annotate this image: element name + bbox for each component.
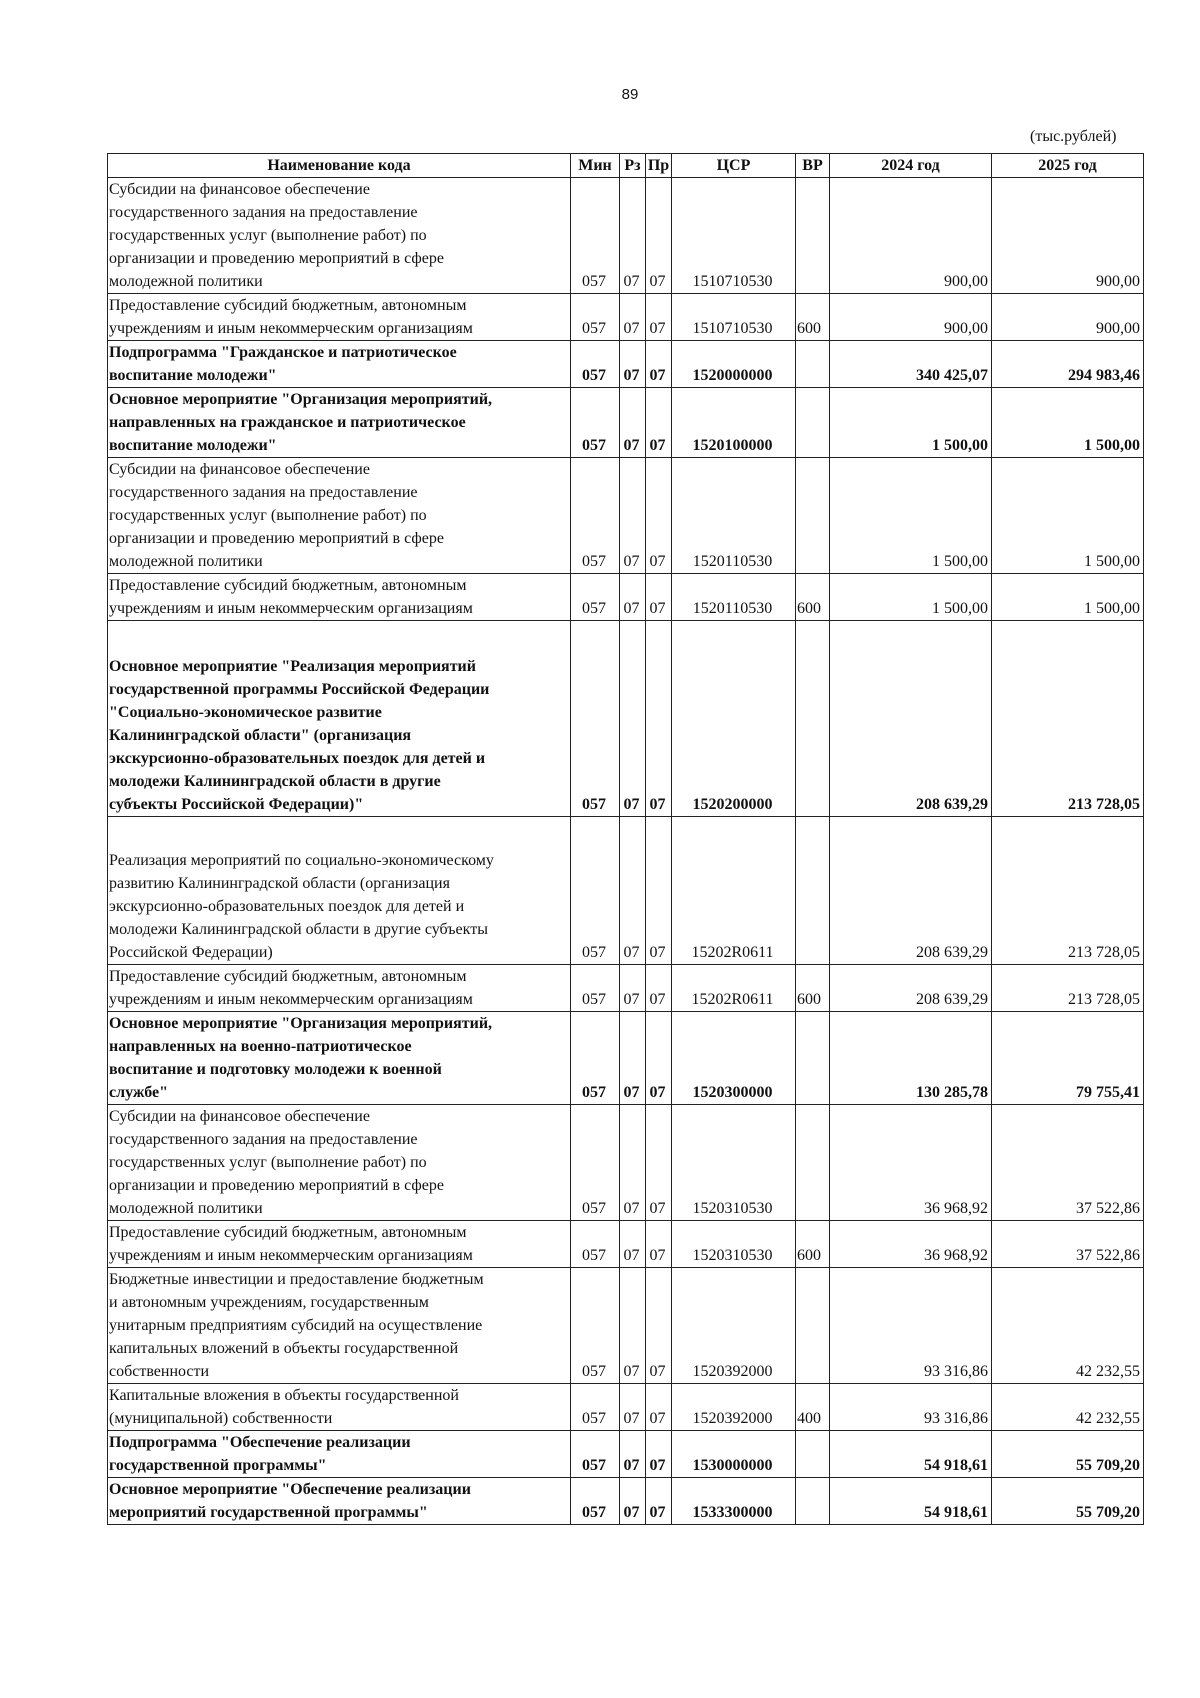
cell-2025: 42 232,55 [992, 1268, 1144, 1384]
cell-2025: 79 755,41 [992, 1012, 1144, 1105]
cell-min: 057 [571, 817, 620, 965]
table-row [108, 965, 1144, 1012]
cell-pr: 07 [646, 1431, 672, 1478]
table-header-row [108, 154, 1144, 178]
cell-2025: 213 728,05 [992, 965, 1144, 1012]
cell-vr: 400 [796, 1384, 830, 1431]
cell-rz: 07 [620, 294, 646, 341]
table-row [108, 294, 1144, 341]
cell-name: Предоставление субсидий бюджетным, автономным учреждениям и иным некоммерческим организациям [108, 965, 571, 1012]
budget-table [107, 153, 1144, 1525]
cell-2025: 900,00 [992, 178, 1144, 294]
cell-pr: 07 [646, 1221, 672, 1268]
cell-vr [796, 388, 830, 458]
cell-csr: 1520100000 [672, 388, 796, 458]
cell-2025: 37 522,86 [992, 1105, 1144, 1221]
cell-vr [796, 1478, 830, 1525]
cell-rz: 07 [620, 817, 646, 965]
header-2024: 2024 год [830, 154, 992, 178]
cell-csr: 1533300000 [672, 1478, 796, 1525]
cell-name: Предоставление субсидий бюджетным, автономным учреждениям и иным некоммерческим организациям [108, 294, 571, 341]
cell-vr: 600 [796, 574, 830, 621]
cell-min: 057 [571, 458, 620, 574]
cell-pr: 07 [646, 178, 672, 294]
page-number: 89 [621, 86, 639, 103]
cell-2024: 1 500,00 [830, 458, 992, 574]
table-row [108, 341, 1144, 388]
cell-2024: 93 316,86 [830, 1268, 992, 1384]
cell-pr: 07 [646, 341, 672, 388]
table-row [108, 458, 1144, 574]
cell-2025: 1 500,00 [992, 458, 1144, 574]
cell-csr: 1520392000 [672, 1384, 796, 1431]
cell-2025: 1 500,00 [992, 388, 1144, 458]
cell-pr: 07 [646, 1268, 672, 1384]
cell-rz: 07 [620, 1478, 646, 1525]
cell-2024: 36 968,92 [830, 1105, 992, 1221]
cell-rz: 07 [620, 1221, 646, 1268]
cell-min: 057 [571, 965, 620, 1012]
cell-2024: 54 918,61 [830, 1478, 992, 1525]
cell-name: Основное мероприятие "Организация мероприятий, направленных на гражданское и патриотическое воспитание молодежи" [108, 388, 571, 458]
header-rz: Рз [620, 154, 646, 178]
cell-2025: 55 709,20 [992, 1478, 1144, 1525]
cell-min: 057 [571, 1384, 620, 1431]
cell-pr: 07 [646, 574, 672, 621]
cell-2024: 900,00 [830, 178, 992, 294]
cell-vr [796, 1268, 830, 1384]
cell-rz: 07 [620, 621, 646, 817]
cell-vr: 600 [796, 294, 830, 341]
cell-2024: 36 968,92 [830, 1221, 992, 1268]
cell-min: 057 [571, 341, 620, 388]
cell-pr: 07 [646, 1478, 672, 1525]
cell-vr [796, 1012, 830, 1105]
cell-pr: 07 [646, 621, 672, 817]
cell-pr: 07 [646, 458, 672, 574]
cell-vr [796, 817, 830, 965]
cell-rz: 07 [620, 1268, 646, 1384]
cell-name: Подпрограмма "Обеспечение реализации государственной программы" [108, 1431, 571, 1478]
header-csr: ЦСР [672, 154, 796, 178]
cell-pr: 07 [646, 294, 672, 341]
cell-2025: 1 500,00 [992, 574, 1144, 621]
cell-min: 057 [571, 621, 620, 817]
cell-rz: 07 [620, 388, 646, 458]
cell-csr: 1520310530 [672, 1105, 796, 1221]
table-row [108, 574, 1144, 621]
cell-2024: 54 918,61 [830, 1431, 992, 1478]
cell-min: 057 [571, 388, 620, 458]
cell-min: 057 [571, 1221, 620, 1268]
cell-csr: 1530000000 [672, 1431, 796, 1478]
cell-csr: 1520300000 [672, 1012, 796, 1105]
cell-name: Субсидии на финансовое обеспечение государственного задания на предоставление государственных услуг (выполнение работ) по организации и проведению мероприятий в сфере молодежной политики [108, 1105, 571, 1221]
header-pr: Пр [646, 154, 672, 178]
cell-vr [796, 341, 830, 388]
cell-rz: 07 [620, 574, 646, 621]
cell-pr: 07 [646, 1384, 672, 1431]
cell-csr: 15202R0611 [672, 965, 796, 1012]
cell-min: 057 [571, 294, 620, 341]
table-row [108, 1478, 1144, 1525]
cell-csr: 1510710530 [672, 178, 796, 294]
cell-2025: 294 983,46 [992, 341, 1144, 388]
cell-min: 057 [571, 1431, 620, 1478]
cell-2024: 93 316,86 [830, 1384, 992, 1431]
cell-vr [796, 1105, 830, 1221]
cell-2024: 900,00 [830, 294, 992, 341]
cell-csr: 1520110530 [672, 458, 796, 574]
cell-min: 057 [571, 1268, 620, 1384]
cell-2024: 1 500,00 [830, 388, 992, 458]
cell-csr: 1520310530 [672, 1221, 796, 1268]
cell-min: 057 [571, 1012, 620, 1105]
table-row [108, 817, 1144, 965]
table-row [108, 1221, 1144, 1268]
cell-csr: 15202R0611 [672, 817, 796, 965]
cell-rz: 07 [620, 1384, 646, 1431]
header-vr: ВР [796, 154, 830, 178]
header-min: Мин [571, 154, 620, 178]
cell-name: Субсидии на финансовое обеспечение государственного задания на предоставление государственных услуг (выполнение работ) по организации и проведению мероприятий в сфере молодежной политики [108, 458, 571, 574]
cell-csr: 1510710530 [672, 294, 796, 341]
cell-name: Основное мероприятие "Обеспечение реализации мероприятий государственной программы" [108, 1478, 571, 1525]
table-row [108, 1012, 1144, 1105]
cell-name: Бюджетные инвестиции и предоставление бюджетным и автономным учреждениям, государственным унитарным предприятиям субсидий на осуществление капитальных вложений в объекты государственной собственности [108, 1268, 571, 1384]
cell-vr [796, 1431, 830, 1478]
cell-vr [796, 178, 830, 294]
cell-pr: 07 [646, 1105, 672, 1221]
table-body [108, 178, 1144, 1525]
cell-rz: 07 [620, 341, 646, 388]
cell-pr: 07 [646, 817, 672, 965]
cell-csr: 1520110530 [672, 574, 796, 621]
cell-csr: 1520392000 [672, 1268, 796, 1384]
cell-csr: 1520000000 [672, 341, 796, 388]
cell-rz: 07 [620, 458, 646, 574]
table-row [108, 621, 1144, 817]
table-row [108, 1105, 1144, 1221]
table-row [108, 1431, 1144, 1478]
cell-name: Основное мероприятие "Организация мероприятий, направленных на военно-патриотическое воспитание и подготовку молодежи к военной службе" [108, 1012, 571, 1105]
cell-min: 057 [571, 178, 620, 294]
cell-2024: 208 639,29 [830, 817, 992, 965]
cell-2025: 37 522,86 [992, 1221, 1144, 1268]
cell-vr: 600 [796, 965, 830, 1012]
table-row [108, 1268, 1144, 1384]
cell-name: Предоставление субсидий бюджетным, автономным учреждениям и иным некоммерческим организациям [108, 1221, 571, 1268]
cell-name: Подпрограмма "Гражданское и патриотическое воспитание молодежи" [108, 341, 571, 388]
cell-2024: 340 425,07 [830, 341, 992, 388]
cell-2024: 208 639,29 [830, 621, 992, 817]
cell-2024: 130 285,78 [830, 1012, 992, 1105]
table-row [108, 178, 1144, 294]
cell-csr: 1520200000 [672, 621, 796, 817]
units-label: (тыс.рублей) [1030, 128, 1117, 145]
cell-pr: 07 [646, 388, 672, 458]
cell-2025: 213 728,05 [992, 817, 1144, 965]
header-name: Наименование кода [108, 154, 571, 178]
cell-name: Предоставление субсидий бюджетным, автономным учреждениям и иным некоммерческим организациям [108, 574, 571, 621]
cell-rz: 07 [620, 1431, 646, 1478]
cell-min: 057 [571, 1478, 620, 1525]
cell-2024: 1 500,00 [830, 574, 992, 621]
cell-name: Субсидии на финансовое обеспечение государственного задания на предоставление государственных услуг (выполнение работ) по организации и проведению мероприятий в сфере молодежной политики [108, 178, 571, 294]
cell-vr [796, 458, 830, 574]
table-row [108, 388, 1144, 458]
table-row [108, 1384, 1144, 1431]
cell-name: Капитальные вложения в объекты государственной (муниципальной) собственности [108, 1384, 571, 1431]
cell-2025: 900,00 [992, 294, 1144, 341]
cell-pr: 07 [646, 965, 672, 1012]
cell-pr: 07 [646, 1012, 672, 1105]
cell-rz: 07 [620, 178, 646, 294]
cell-rz: 07 [620, 1105, 646, 1221]
cell-name: Основное мероприятие "Реализация мероприятий государственной программы Российской Федерации "Социально-экономическое развитие Калининградской области" (организация экскурсионно-образовательных поездок для детей и молодежи Калининградской области в другие субъекты Российской Федерации)" [108, 621, 571, 817]
cell-2025: 55 709,20 [992, 1431, 1144, 1478]
cell-name: Реализация мероприятий по социально-экономическому развитию Калининградской области (организация экскурсионно-образовательных поездок для детей и молодежи Калининградской области в другие субъекты Российской Федерации) [108, 817, 571, 965]
cell-2024: 208 639,29 [830, 965, 992, 1012]
cell-min: 057 [571, 1105, 620, 1221]
cell-vr [796, 621, 830, 817]
cell-rz: 07 [620, 965, 646, 1012]
cell-2025: 213 728,05 [992, 621, 1144, 817]
header-2025: 2025 год [992, 154, 1144, 178]
cell-2025: 42 232,55 [992, 1384, 1144, 1431]
cell-rz: 07 [620, 1012, 646, 1105]
cell-vr: 600 [796, 1221, 830, 1268]
cell-min: 057 [571, 574, 620, 621]
